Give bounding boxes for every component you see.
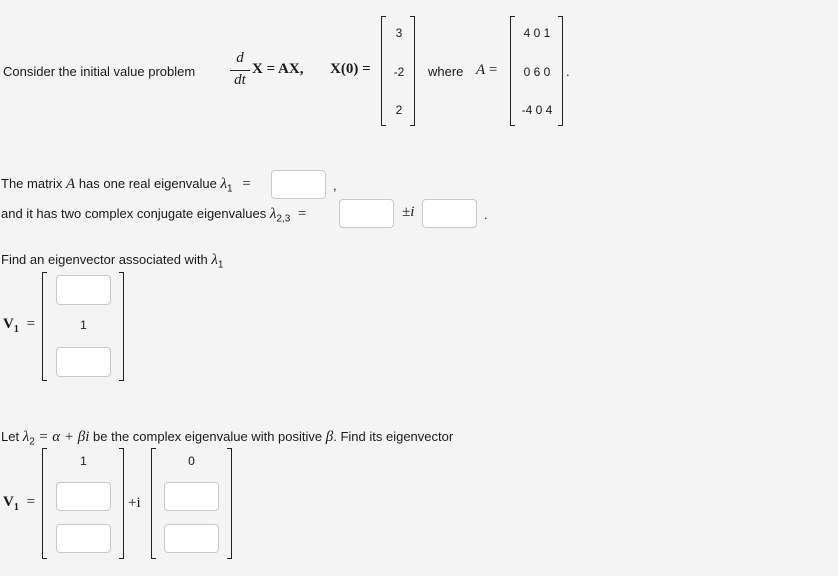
v-symbol: V (3, 316, 14, 332)
problem-intro: Consider the initial value problem (3, 64, 196, 79)
v1-label (3, 316, 35, 335)
plus-minus-i: ±i (402, 204, 415, 220)
lambda1-input[interactable] (271, 170, 326, 199)
eigenvalue-period: . (484, 207, 488, 222)
line1-text: The matrix (1, 176, 63, 191)
matrix-a-row: 0 6 0 (523, 65, 551, 79)
eigenvector-prompt (1, 252, 223, 271)
v2-real-bottom-input[interactable] (56, 524, 111, 553)
lambda-subscript: 2 (29, 436, 35, 448)
v2-imag-right-bracket (227, 448, 232, 559)
ode-equation (252, 61, 303, 78)
where-text: where (428, 64, 464, 79)
x0-entry: -2 (393, 65, 405, 79)
matrix-a-right-bracket (558, 16, 563, 126)
v1-right-bracket (119, 272, 124, 381)
v2-imag-left-bracket (151, 448, 156, 559)
problem-period: . (566, 64, 570, 79)
matrix-a-label: A = (476, 62, 498, 78)
matrix-a-row: -4 0 4 (521, 103, 553, 117)
v1-prompt-text: Find an eigenvector associated with (1, 252, 208, 267)
matrix-var: A (66, 176, 76, 192)
equals-sign: = (242, 176, 251, 192)
line2-text: and it has two complex conjugate eigenvalues (1, 206, 267, 221)
fraction-bar (230, 70, 250, 71)
v2-real-top-value: 1 (80, 454, 87, 468)
lambda-symbol: λ (220, 176, 228, 192)
v2-imag-bottom-input[interactable] (164, 524, 219, 553)
v-symbol: V (3, 494, 14, 510)
x0-right-bracket (410, 16, 415, 126)
lambda-subscript: 1 (217, 259, 224, 271)
prompt-end-text: . Find its eigenvector (333, 429, 454, 444)
lambda-symbol: λ (211, 252, 218, 268)
v2-label (3, 494, 35, 513)
v1-top-input[interactable] (56, 275, 111, 305)
complex-eigenvector-prompt (1, 429, 453, 448)
comma-text: , (333, 178, 337, 193)
ode-text: X = AX, (252, 61, 304, 77)
v2-real-middle-input[interactable] (56, 482, 111, 511)
deriv-numerator: d (236, 50, 244, 66)
eigenvalue-real-line (1, 176, 251, 195)
alpha-beta-expression: = α + βi (38, 429, 90, 445)
v2-real-right-bracket (119, 448, 124, 559)
v1-left-bracket (42, 272, 47, 381)
v2-imag-middle-input[interactable] (164, 482, 219, 511)
prompt-rest-text: be the complex eigenvalue with positive (93, 429, 323, 444)
lambda-subscript: 1 (227, 183, 233, 195)
matrix-a-row: 4 0 1 (523, 26, 551, 40)
lambda-subscript: 2,3 (276, 213, 291, 225)
v2-imag-top-value: 0 (188, 454, 195, 468)
plus-i: +i (128, 495, 141, 511)
v1-middle-value: 1 (80, 318, 87, 332)
lambda23-imag-input[interactable] (422, 199, 477, 228)
initial-condition-label: X(0) = (330, 61, 371, 77)
lambda-symbol: λ (22, 429, 30, 445)
lambda-symbol: λ (269, 206, 277, 222)
beta-symbol: β (325, 429, 334, 445)
eigenvalue-complex-line (1, 206, 306, 225)
equals-sign: = (26, 316, 36, 332)
v2-real-left-bracket (42, 448, 47, 559)
x0-entry: 3 (395, 26, 403, 40)
let-text: Let (1, 429, 20, 444)
v-subscript: 1 (13, 324, 19, 335)
v-subscript: 1 (13, 502, 19, 513)
line1-rest: has one real eigenvalue (78, 176, 217, 191)
equals-sign: = (26, 494, 36, 510)
plus-i-text (128, 495, 141, 512)
lambda23-real-input[interactable] (339, 199, 394, 228)
x0-entry: 2 (395, 103, 403, 117)
deriv-denominator: dt (234, 72, 246, 88)
v1-bottom-input[interactable] (56, 347, 111, 377)
equals-sign: = (297, 206, 307, 222)
